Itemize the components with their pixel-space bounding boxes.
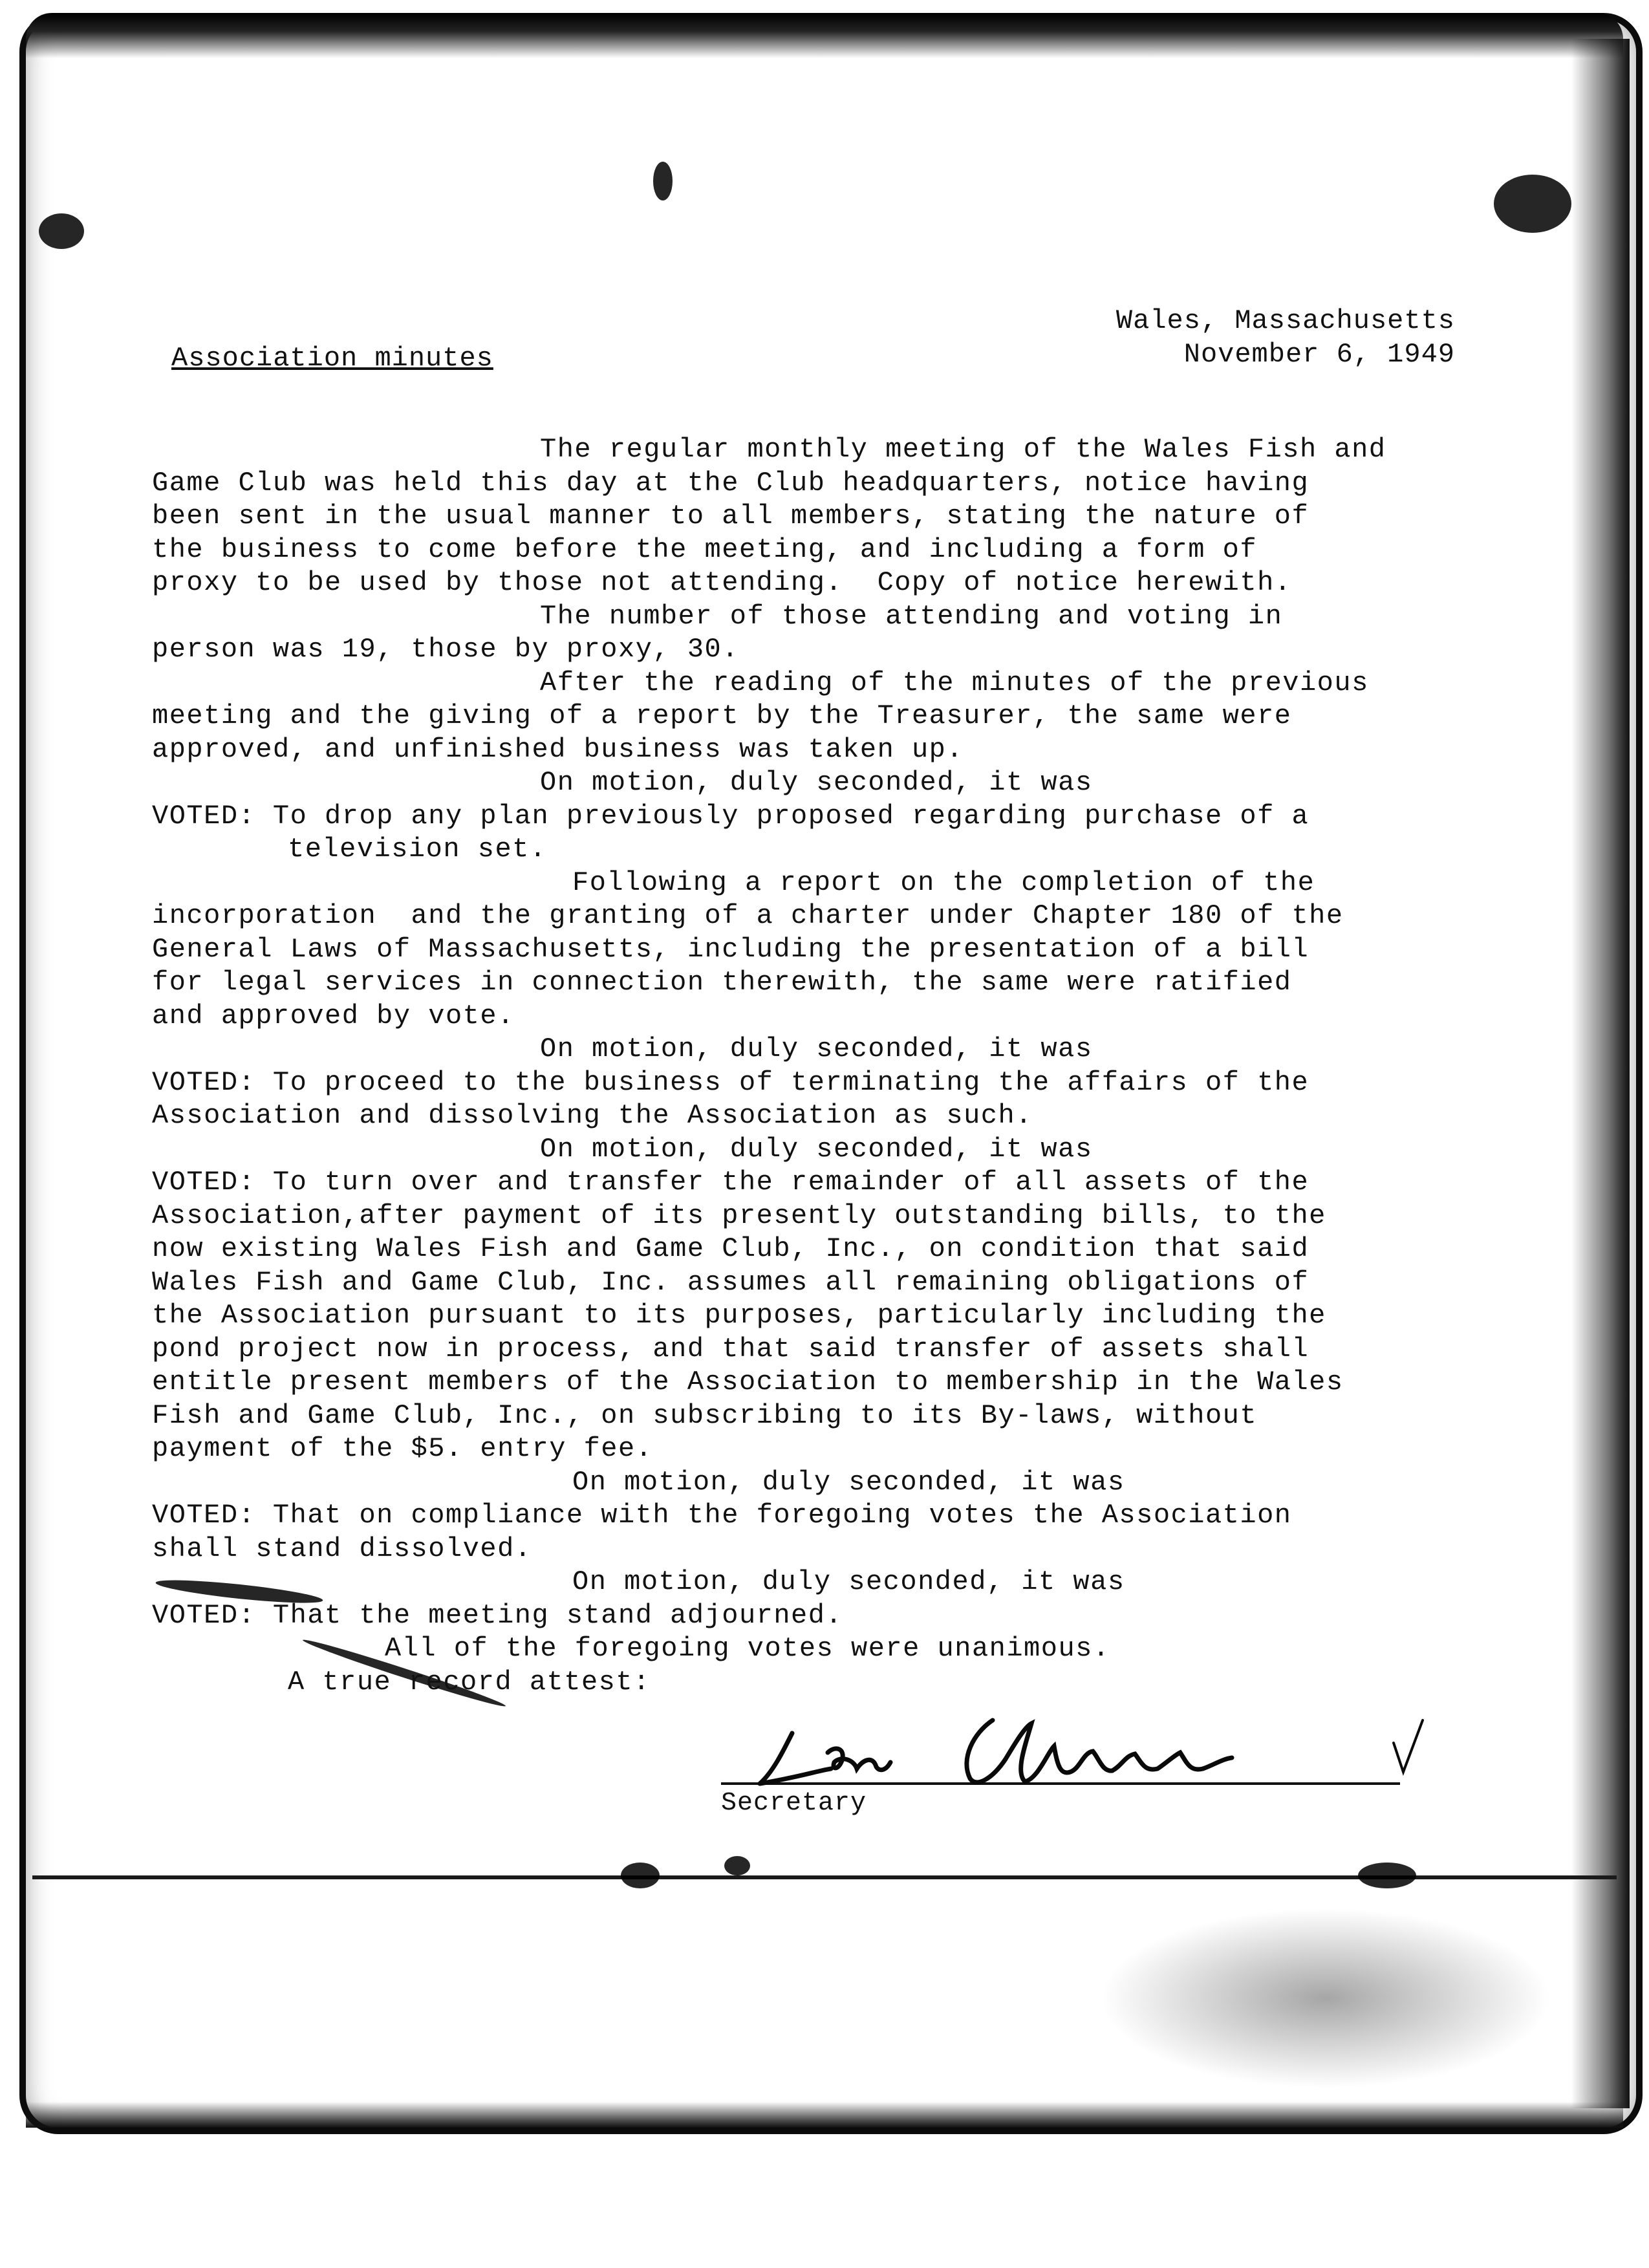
- body-line: meeting and the giving of a report by the Treasurer, the same were: [152, 700, 1292, 731]
- body-line: On motion, duly seconded, it was: [540, 767, 1093, 798]
- body-line: The regular monthly meeting of the Wales Fish and: [540, 434, 1386, 465]
- minutes-body: [152, 433, 1523, 1699]
- scan-right-shadow: [1571, 39, 1630, 2108]
- body-line: pond project now in process, and that said transfer of assets shall: [152, 1333, 1310, 1365]
- body-line: After the reading of the minutes of the previous: [540, 667, 1369, 698]
- body-line: television set.: [288, 834, 547, 865]
- body-line: On motion, duly seconded, it was: [572, 1566, 1125, 1597]
- signature-line: [721, 1782, 1400, 1785]
- body-line: Fish and Game Club, Inc., on subscribing to its By-laws, without: [152, 1399, 1258, 1431]
- body-line: VOTED: To proceed to the business of terminating the affairs of the: [152, 1066, 1310, 1098]
- body-line: Association,after payment of its presently outstanding bills, to the: [152, 1200, 1326, 1231]
- body-line: the business to come before the meeting, and including a form of: [152, 534, 1258, 565]
- body-line: shall stand dissolved.: [152, 1533, 532, 1564]
- ink-smudge: [39, 213, 84, 249]
- body-line: A true record attest:: [288, 1666, 651, 1698]
- body-line: All of the foregoing votes were unanimous.: [385, 1633, 1110, 1664]
- signature-image: [721, 1707, 1439, 1791]
- body-line: approved, and unfinished business was taken up.: [152, 733, 964, 765]
- body-line: now existing Wales Fish and Game Club, Inc., on condition that said: [152, 1233, 1310, 1264]
- body-line: VOTED: That the meeting stand adjourned.: [152, 1599, 843, 1631]
- body-line: the Association pursuant to its purposes, particularly including the: [152, 1300, 1326, 1331]
- body-line: for legal services in connection therewith, the same were ratified: [152, 967, 1292, 998]
- signature-label: Secretary: [721, 1789, 867, 1818]
- body-line: Wales Fish and Game Club, Inc. assumes all remaining obligations of: [152, 1266, 1310, 1298]
- ink-smudge: [1358, 1863, 1416, 1888]
- body-line: person was 19, those by proxy, 30.: [152, 634, 739, 665]
- body-line: and approved by vote.: [152, 1000, 515, 1031]
- ink-smudge: [724, 1856, 750, 1875]
- scan-top-shadow: [26, 13, 1623, 58]
- signature-block: [721, 1707, 1439, 1818]
- body-line: Game Club was held this day at the Club headquarters, notice having: [152, 467, 1310, 499]
- body-line: VOTED: To turn over and transfer the remainder of all assets of the: [152, 1167, 1310, 1198]
- body-line: entitle present members of the Association to membership in the Wales: [152, 1366, 1344, 1398]
- body-line: On motion, duly seconded, it was: [540, 1133, 1093, 1165]
- document-title: Association minutes: [171, 343, 493, 374]
- place-and-date: [1116, 304, 1455, 371]
- body-line: The number of those attending and voting in: [540, 600, 1283, 632]
- lower-stain: [1099, 1908, 1552, 2089]
- body-line: incorporation and the granting of a charter under Chapter 180 of the: [152, 900, 1344, 931]
- ink-smudge: [1494, 175, 1571, 233]
- ink-smudge: [621, 1863, 660, 1888]
- ink-smudge: [653, 162, 673, 200]
- body-line: On motion, duly seconded, it was: [572, 1466, 1125, 1498]
- body-line: been sent in the usual manner to all members, stating the nature of: [152, 501, 1310, 532]
- body-line: proxy to be used by those not attending. Copy of notice herewith.: [152, 567, 1292, 598]
- scan-bottom-shadow: [26, 2102, 1623, 2128]
- body-line: General Laws of Massachusetts, including the presentation of a bill: [152, 933, 1310, 965]
- body-line: VOTED: To drop any plan previously proposed regarding purchase of a: [152, 800, 1310, 832]
- date-line: November 6, 1949: [1183, 339, 1455, 370]
- body-line: payment of the $5. entry fee.: [152, 1433, 653, 1464]
- body-line: Association and dissolving the Association as such.: [152, 1100, 1033, 1131]
- body-line: On motion, duly seconded, it was: [540, 1033, 1093, 1064]
- body-line: VOTED: That on compliance with the foregoing votes the Association: [152, 1500, 1292, 1531]
- place-line: Wales, Massachusetts: [1116, 305, 1455, 336]
- body-line: Following a report on the completion of the: [572, 867, 1315, 898]
